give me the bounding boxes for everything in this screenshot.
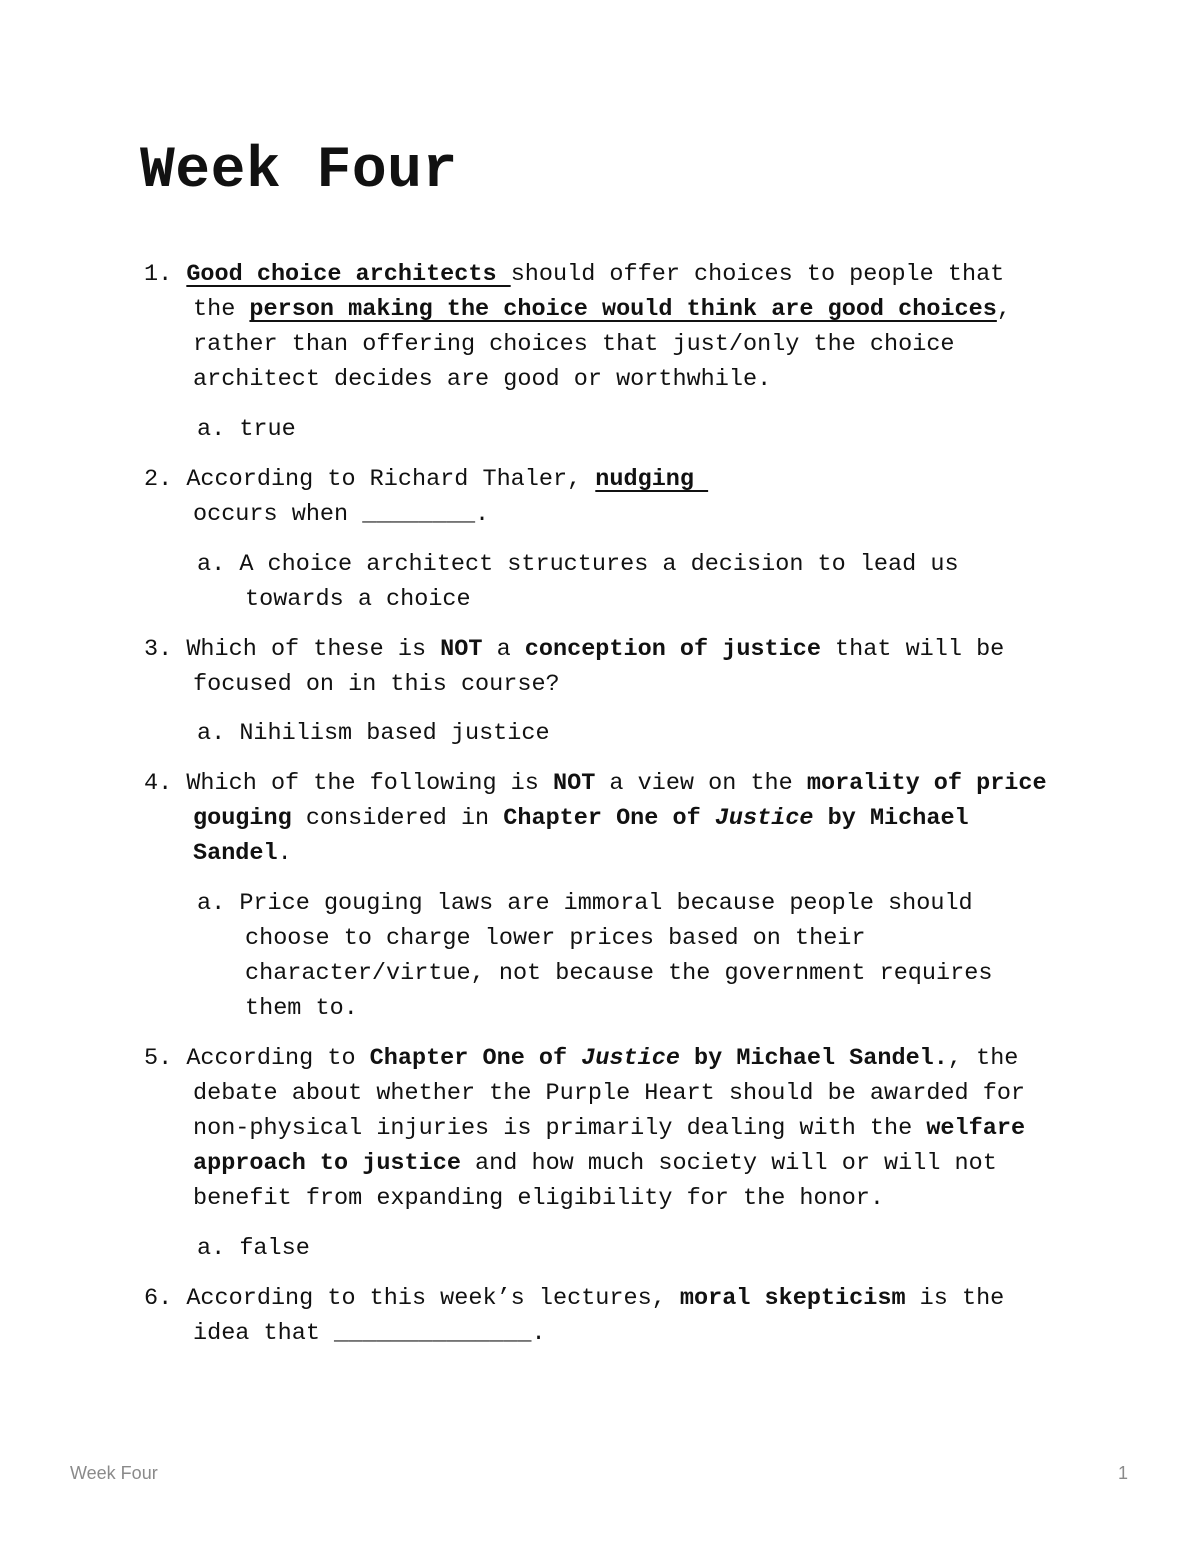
question-line xyxy=(144,766,1047,801)
key-term: nudging xyxy=(595,466,709,493)
question-line xyxy=(193,801,969,836)
answer xyxy=(197,1231,310,1266)
key-term: gouging xyxy=(193,805,292,832)
answer-letter: a. xyxy=(197,551,226,578)
question-text: a xyxy=(482,636,525,663)
answer-text: false xyxy=(239,1235,310,1262)
question-text: According to xyxy=(186,1045,370,1072)
key-term: person making the choice would think are good choices xyxy=(249,296,997,323)
question-text: and how much society will or will not xyxy=(460,1150,997,1177)
answer-text: true xyxy=(239,416,296,443)
question-text: Which of the following is xyxy=(186,770,553,797)
question-line xyxy=(193,292,1011,327)
question-number: 1. xyxy=(144,261,173,288)
question-number: 2. xyxy=(144,466,173,493)
key-term: by Michael xyxy=(813,805,969,832)
answer xyxy=(197,886,973,921)
question-text: is the xyxy=(905,1285,1005,1312)
question-text: a view on the xyxy=(595,770,807,797)
key-term: Sandel xyxy=(193,840,278,867)
answer-text: character/virtue, not because the government requires xyxy=(245,960,993,987)
answer-letter: a. xyxy=(197,416,226,443)
question-text: According to this week’s lectures, xyxy=(186,1285,680,1312)
question-line xyxy=(193,1146,997,1181)
question-line xyxy=(144,632,1004,667)
key-term: moral skepticism xyxy=(679,1285,906,1312)
footer-title: Week Four xyxy=(70,1463,158,1483)
key-term: Good choice architects xyxy=(186,261,511,288)
question-line: occurs when ________. xyxy=(193,501,490,528)
answer-text: Price gouging laws are immoral because people should xyxy=(239,890,973,917)
answer-text: choose to charge lower prices based on their xyxy=(245,925,866,952)
question-line: debate about whether the Purple Heart should be awarded for xyxy=(193,1080,1026,1107)
question-number: 5. xyxy=(144,1045,173,1072)
question-line xyxy=(193,836,292,871)
question-text: the xyxy=(193,296,250,323)
page-title: Week Four xyxy=(140,139,458,204)
answer xyxy=(197,716,550,751)
question-number: 6. xyxy=(144,1285,173,1312)
answer-text: A choice architect structures a decision to lead us xyxy=(239,551,959,578)
key-term: Chapter One of xyxy=(369,1045,582,1072)
key-term: NOT xyxy=(553,770,596,797)
answer-text: towards a choice xyxy=(245,586,471,613)
key-term: approach to justice xyxy=(193,1150,461,1177)
answer-text: them to. xyxy=(245,995,358,1022)
question-text: should offer choices to people that xyxy=(510,261,1005,288)
question-line: focused on in this course? xyxy=(193,671,560,698)
question-text: Which of these is xyxy=(186,636,441,663)
question-text: considered in xyxy=(291,805,504,832)
answer xyxy=(197,547,959,582)
question-line: idea that ______________. xyxy=(193,1320,546,1347)
question-number: 4. xyxy=(144,770,173,797)
question-line xyxy=(144,257,1004,292)
key-term: welfare xyxy=(926,1115,1026,1142)
question-line: architect decides are good or worthwhile. xyxy=(193,366,772,393)
book-title: Justice xyxy=(714,805,814,832)
question-line xyxy=(144,1041,1018,1076)
question-line xyxy=(193,1111,1025,1146)
question-number: 3. xyxy=(144,636,173,663)
question-text: . xyxy=(277,840,292,867)
answer-letter: a. xyxy=(197,1235,226,1262)
question-line: rather than offering choices that just/only the choice xyxy=(193,331,955,358)
answer-letter: a. xyxy=(197,890,226,917)
key-term: Chapter One of xyxy=(503,805,715,832)
question-text: that will be xyxy=(820,636,1005,663)
question-line xyxy=(144,462,708,497)
question-text: , xyxy=(996,296,1011,323)
key-term: by Michael Sandel. xyxy=(679,1045,948,1072)
question-text: , the xyxy=(947,1045,1019,1072)
question-text: non-physical injuries is primarily dealing with the xyxy=(193,1115,927,1142)
answer xyxy=(197,412,296,447)
page-number: 1 xyxy=(1117,1463,1128,1483)
key-term: conception of justice xyxy=(524,636,821,663)
key-term: morality of price xyxy=(806,770,1047,797)
book-title: Justice xyxy=(581,1045,680,1072)
key-term: NOT xyxy=(440,636,483,663)
question-text: According to Richard Thaler, xyxy=(186,466,596,493)
question-line: benefit from expanding eligibility for the honor. xyxy=(193,1185,885,1212)
question-line xyxy=(144,1281,1004,1316)
answer-text: Nihilism based justice xyxy=(239,720,550,747)
answer-letter: a. xyxy=(197,720,226,747)
